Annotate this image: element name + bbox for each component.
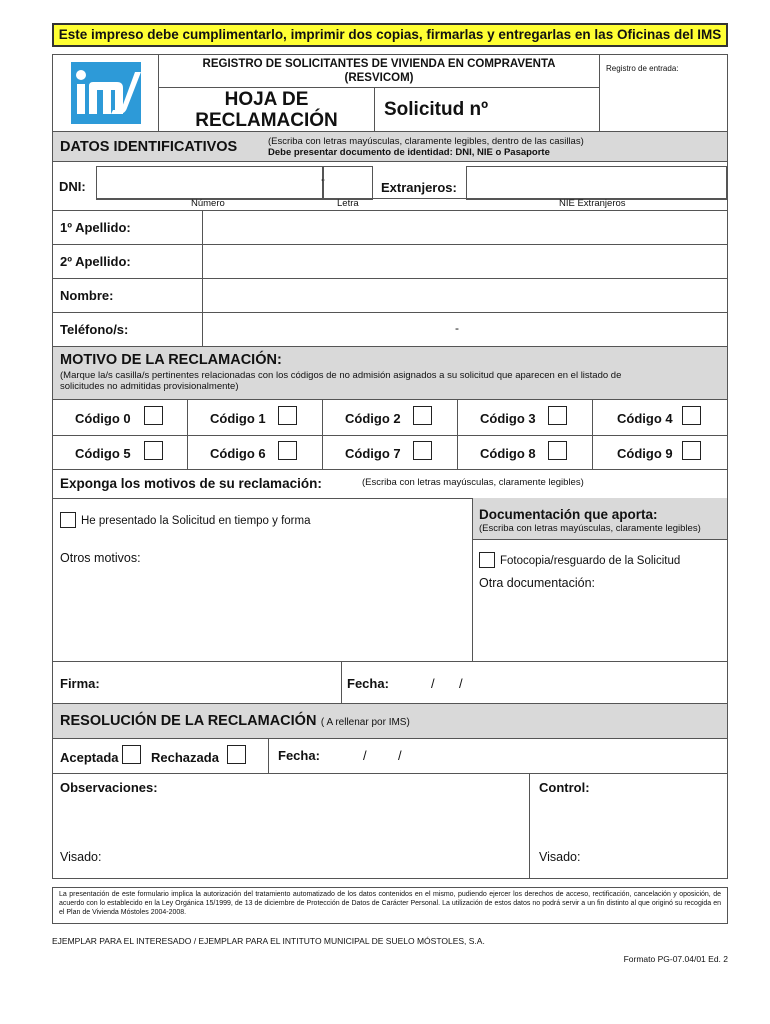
control-input[interactable] <box>530 796 727 844</box>
dni-number-input[interactable] <box>96 166 323 200</box>
motivo-note-1: (Marque la/s casilla/s pertinentes relacionadas con los códigos de no admisión asignados a su solicitud que aparecen en el listado de <box>60 370 622 381</box>
nombre-label: Nombre: <box>60 288 114 303</box>
hoja-reclamacion-title: HOJA DE RECLAMACIÓN <box>159 88 375 132</box>
nie-input[interactable] <box>466 166 727 200</box>
resolucion-slash-1: / <box>363 748 367 763</box>
codigo-1-checkbox[interactable] <box>278 406 297 425</box>
otros-motivos-input[interactable] <box>53 568 471 660</box>
codigo-3-checkbox[interactable] <box>548 406 567 425</box>
codigo-2-label: Código 2 <box>345 411 401 426</box>
logo-cell <box>52 54 159 132</box>
fotocopia-label: Fotocopia/resguardo de la Solicitud <box>500 555 681 567</box>
extranjeros-label: Extranjeros: <box>381 180 457 195</box>
exponga-note: (Escriba con letras mayúsculas, claramente legibles) <box>362 477 584 488</box>
codigo-5-label: Código 5 <box>75 446 131 461</box>
observaciones-input[interactable] <box>53 796 528 844</box>
motivo-note-2: solicitudes no admitidas provisionalmente) <box>60 381 239 392</box>
codigo-5-checkbox[interactable] <box>144 441 163 460</box>
telefono-label: Teléfono/s: <box>60 322 129 337</box>
apellido2-label: 2º Apellido: <box>60 254 131 269</box>
documentacion-title: Documentación que aporta: <box>479 507 658 522</box>
dni-letter-input[interactable] <box>323 166 373 200</box>
codigo-6-label: Código 6 <box>210 446 266 461</box>
codigo-7-label: Código 7 <box>345 446 401 461</box>
codigo-7-checkbox[interactable] <box>413 441 432 460</box>
motivo-title: MOTIVO DE LA RECLAMACIÓN: <box>60 352 282 368</box>
fotocopia-checkbox[interactable] <box>479 552 495 568</box>
exponga-title: Exponga los motivos de su reclamación: <box>60 476 322 491</box>
visado-right-label: Visado: <box>539 850 581 864</box>
telefono-dash: - <box>455 321 459 335</box>
solicitud-number-field[interactable] <box>375 88 599 132</box>
dni-dash: - <box>321 172 325 186</box>
presentado-label: He presentado la Solicitud en tiempo y forma <box>81 515 311 527</box>
legal-notice: La presentación de este formulario implica la autorización del tratamiento automatizado de los datos contenidos en el mismo, pudiendo ejercer los derechos de acceso, rectificación, cancelación y oposición, de acuerdo con lo establecido en la Ley Orgánica 15/1999, de 13 de diciembre de Protección de Datos de Carácter Personal. La utilización de estos datos no podrá servir a un fin distinto al que originó su recogida en el Plan de Vivienda Móstoles 2004-2008. <box>52 887 728 924</box>
registry-title: REGISTRO DE SOLICITANTES DE VIVIENDA EN COMPRAVENTA (RESVICOM) <box>159 54 599 88</box>
footer-ejemplar: EJEMPLAR PARA EL INTERESADO / EJEMPLAR PARA EL INTITUTO MUNICIPAL DE SUELO MÓSTOLES, S.A. <box>52 936 485 946</box>
nombre-input[interactable] <box>203 279 727 312</box>
codigo-1-label: Código 1 <box>210 411 266 426</box>
control-label: Control: <box>539 780 590 795</box>
codigo-0-label: Código 0 <box>75 411 131 426</box>
letra-caption: Letra <box>337 198 359 209</box>
instructions-banner: Este impreso debe cumplimentarlo, imprimir dos copias, firmarlas y entregarlas en las Oficinas del IMS <box>52 23 728 47</box>
codigo-8-label: Código 8 <box>480 446 536 461</box>
rechazada-label: Rechazada <box>151 750 219 765</box>
codigo-3-label: Código 3 <box>480 411 536 426</box>
firma-fecha-label: Fecha: <box>347 676 389 691</box>
dni-label: DNI: <box>59 179 86 194</box>
formato-code: Formato PG-07.04/01 Ed. 2 <box>623 954 728 964</box>
datos-note-2: Debe presentar documento de identidad: DNI, NIE o Pasaporte <box>268 147 550 158</box>
fecha-slash-1: / <box>431 676 435 691</box>
resolucion-fecha-input[interactable] <box>325 740 727 772</box>
datos-title: DATOS IDENTIFICATIVOS <box>60 139 238 155</box>
codigo-0-checkbox[interactable] <box>144 406 163 425</box>
otra-documentacion-input[interactable] <box>473 592 727 660</box>
solicitud-label: Solicitud nº <box>384 99 489 120</box>
codigo-6-checkbox[interactable] <box>278 441 297 460</box>
otra-documentacion-label: Otra documentación: <box>479 576 596 590</box>
registro-entrada-cell[interactable] <box>599 54 728 132</box>
codigo-4-label: Código 4 <box>617 411 673 426</box>
codigo-2-checkbox[interactable] <box>413 406 432 425</box>
registro-entrada-label: Registro de entrada: <box>606 64 679 73</box>
firma-input[interactable] <box>105 662 340 702</box>
apellido1-input[interactable] <box>203 211 727 244</box>
observaciones-label: Observaciones: <box>60 780 158 795</box>
presentado-checkbox[interactable] <box>60 512 76 528</box>
codigo-9-checkbox[interactable] <box>682 441 701 460</box>
apellido2-input[interactable] <box>203 245 727 278</box>
codigo-8-checkbox[interactable] <box>548 441 567 460</box>
documentacion-note: (Escriba con letras mayúsculas, claramente legibles) <box>479 523 701 534</box>
numero-caption: Número <box>191 198 225 209</box>
codigo-4-checkbox[interactable] <box>682 406 701 425</box>
resolucion-note: ( A rellenar por IMS) <box>320 717 410 728</box>
fecha-slash-2: / <box>459 676 463 691</box>
resolucion-fecha-label: Fecha: <box>278 748 320 763</box>
otros-motivos-label: Otros motivos: <box>60 551 141 565</box>
firma-label: Firma: <box>60 676 100 691</box>
dni-row <box>53 162 727 210</box>
ims-logo <box>71 62 141 124</box>
aceptada-label: Aceptada <box>60 750 119 765</box>
resolucion-title-line <box>60 712 410 730</box>
telefono-input[interactable] <box>203 313 727 346</box>
datos-note-1: (Escriba con letras mayúsculas, claramente legibles, dentro de las casillas) <box>268 136 584 147</box>
aceptada-checkbox[interactable] <box>122 745 141 764</box>
resolucion-slash-2: / <box>398 748 402 763</box>
resolucion-title: RESOLUCIÓN DE LA RECLAMACIÓN <box>60 713 317 729</box>
visado-left-label: Visado: <box>60 850 102 864</box>
rechazada-checkbox[interactable] <box>227 745 246 764</box>
apellido1-label: 1º Apellido: <box>60 220 131 235</box>
nie-caption: NIE Extranjeros <box>559 198 626 209</box>
codigo-9-label: Código 9 <box>617 446 673 461</box>
firma-fecha-input[interactable] <box>395 662 727 702</box>
